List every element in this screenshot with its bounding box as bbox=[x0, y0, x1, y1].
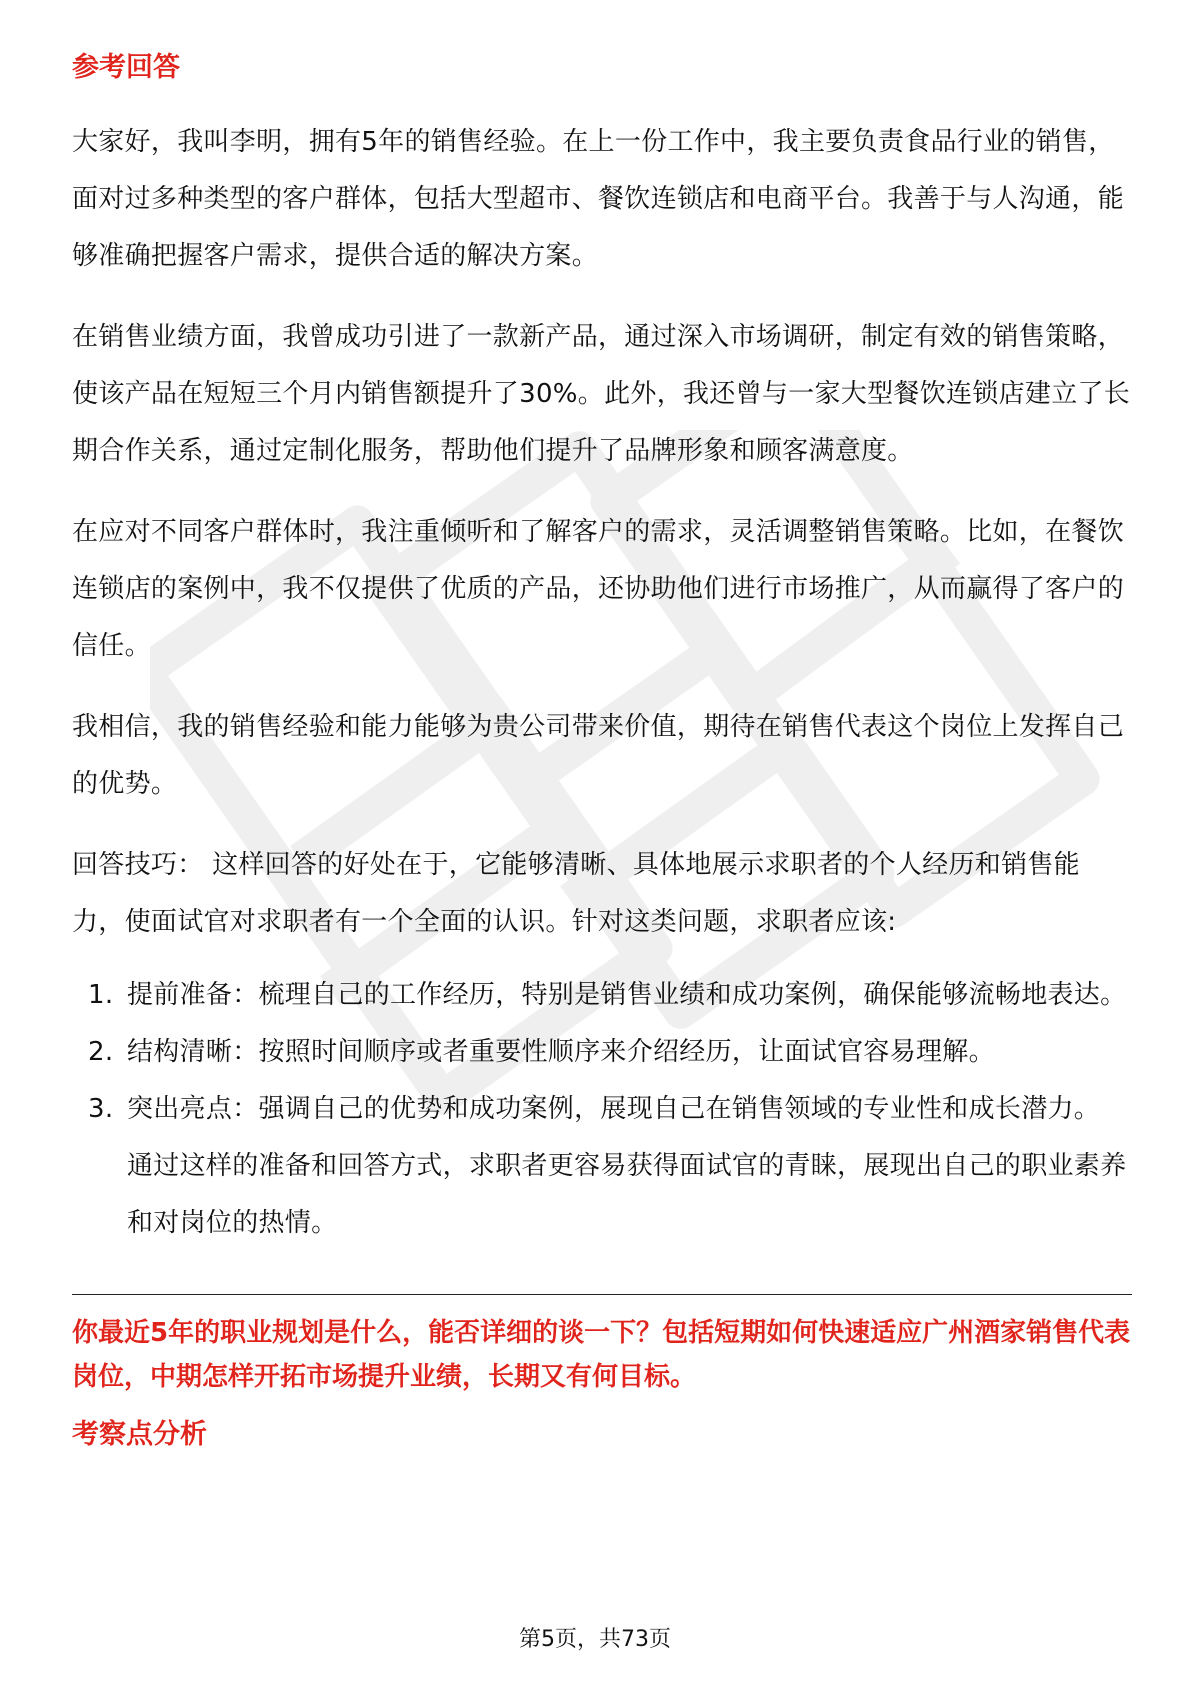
list-item-number: 1. bbox=[88, 980, 114, 1010]
paragraph-performance: 在销售业绩方面，我曾成功引进了一款新产品，通过深入市场调研，制定有效的销售策略，使该产品在短短三个月内销售额提升了30%。此外，我还曾与一家大型餐饮连锁店建立了长期合作关系，通过定制化服务，帮助他们提升了品牌形象和顾客满意度。 bbox=[72, 322, 1131, 466]
main-content bbox=[72, 48, 1132, 1455]
list-item-number: 3. bbox=[88, 1094, 114, 1124]
paragraph-closing: 我相信，我的销售经验和能力能够为贵公司带来价值，期待在销售代表这个岗位上发挥自己的优势。 bbox=[72, 712, 1125, 799]
next-question: 你最近5年的职业规划是什么，能否详细的谈一下？包括短期如何快速适应广州酒家销售代表岗位，中期怎样开拓市场提升业绩，长期又有何目标。 bbox=[72, 1318, 1131, 1392]
list-item-number: 2. bbox=[88, 1037, 114, 1067]
section-divider bbox=[72, 1294, 1132, 1295]
list-item-text: 提前准备：梳理自己的工作经历，特别是销售业绩和成功案例，确保能够流畅地表达。 bbox=[127, 980, 1127, 1010]
analysis-heading: 考察点分析 bbox=[72, 1419, 207, 1450]
reference-answer-heading: 参考回答 bbox=[72, 52, 180, 83]
paragraph-customers: 在应对不同客户群体时，我注重倾听和了解客户的需求，灵活调整销售策略。比如，在餐饮连锁店的案例中，我不仅提供了优质的产品，还协助他们进行市场推广，从而赢得了客户的信任。 bbox=[72, 517, 1125, 661]
tips-list bbox=[72, 967, 1132, 1252]
list-item bbox=[72, 967, 1132, 1024]
page-number: 第5页，共73页 bbox=[519, 1627, 671, 1652]
list-item bbox=[72, 1081, 1132, 1252]
list-item-text: 突出亮点：强调自己的优势和成功案例，展现自己在销售领域的专业性和成长潜力。 通过这样的准备和回答方式，求职者更容易获得面试官的青睐，展现出自己的职业素养和对岗位的热情。 bbox=[127, 1094, 1127, 1238]
paragraph-answer-tips: 回答技巧： 这样回答的好处在于，它能够清晰、具体地展示求职者的个人经历和销售能力，使面试官对求职者有一个全面的认识。针对这类问题，求职者应该: bbox=[72, 850, 1080, 937]
list-item bbox=[72, 1024, 1132, 1081]
list-item-text: 结构清晰：按照时间顺序或者重要性顺序来介绍经历，让面试官容易理解。 bbox=[127, 1037, 995, 1067]
paragraph-intro: 大家好，我叫李明，拥有5年的销售经验。在上一份工作中，我主要负责食品行业的销售，面对过多种类型的客户群体，包括大型超市、餐饮连锁店和电商平台。我善于与人沟通，能够准确把握客户需求，提供合适的解决方案。 bbox=[72, 127, 1125, 271]
